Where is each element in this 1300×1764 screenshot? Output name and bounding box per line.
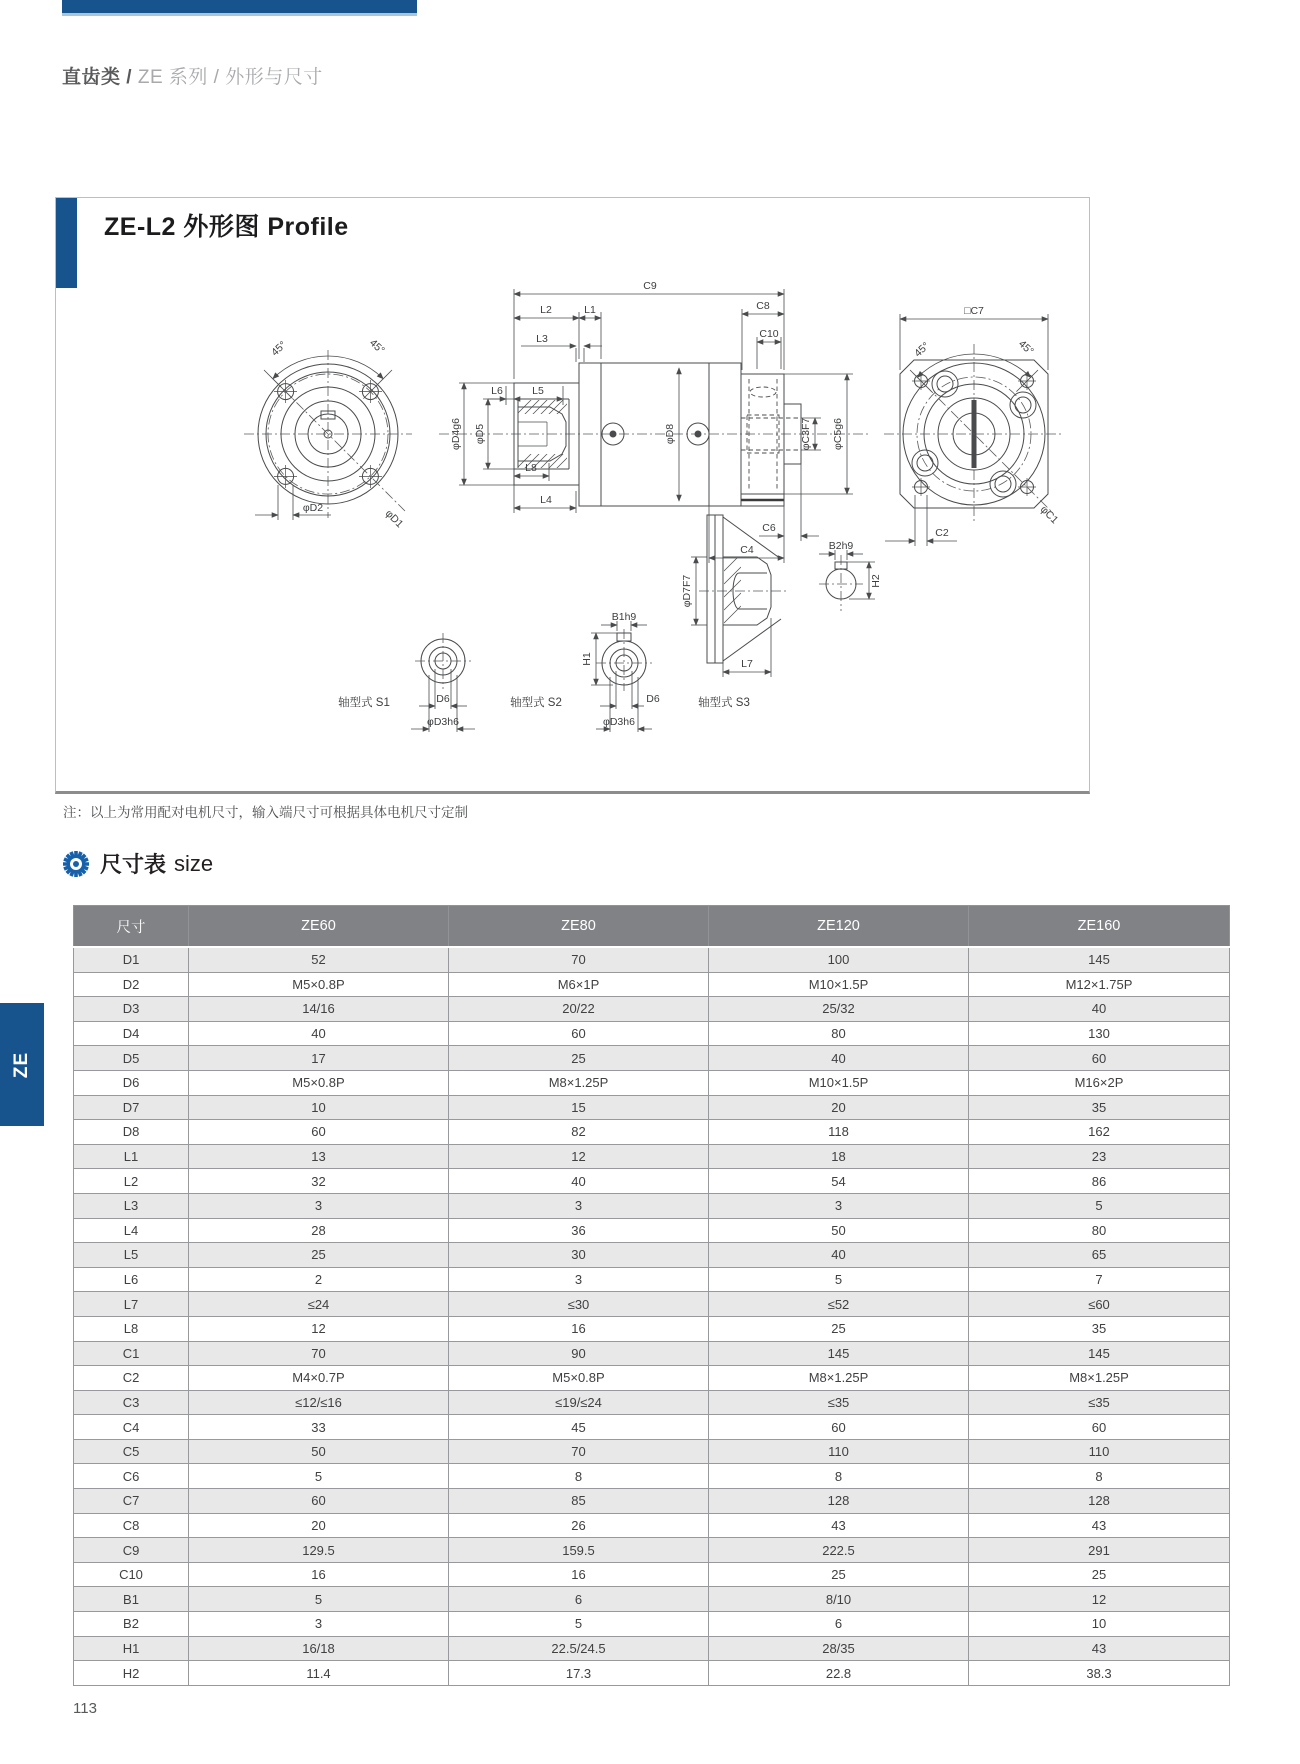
size-table-head [74,906,1230,948]
table-value-cell: 40 [969,997,1230,1022]
table-dim-cell: D2 [74,972,189,997]
shaft-type-s2-label: 轴型式 S2 [510,697,562,709]
table-value-cell: 28 [189,1218,449,1243]
table-value-cell: 85 [449,1489,709,1514]
table-value-cell: 25/32 [709,997,969,1022]
gear-icon [62,850,90,878]
table-dim-cell: L7 [74,1292,189,1317]
table-value-cell: 25 [709,1316,969,1341]
table-dim-cell: H1 [74,1636,189,1661]
size-title-en: size [174,850,214,876]
table-row [74,1267,1230,1292]
table-row [74,1292,1230,1317]
table-dim-cell: D6 [74,1070,189,1095]
table-header-cell: ZE120 [709,906,969,948]
table-value-cell: 80 [709,1021,969,1046]
dim-label-d7f7: φD7F7 [681,574,693,608]
table-dim-cell: C3 [74,1390,189,1415]
table-value-cell: 110 [709,1439,969,1464]
table-value-cell: 43 [969,1636,1230,1661]
table-value-cell: 80 [969,1218,1230,1243]
table-dim-cell: C8 [74,1513,189,1538]
table-dim-cell: L2 [74,1169,189,1194]
table-value-cell: 45 [449,1415,709,1440]
table-row [74,1316,1230,1341]
table-value-cell: 20 [709,1095,969,1120]
table-value-cell: 16/18 [189,1636,449,1661]
shaft-views [338,515,882,732]
table-value-cell: 17 [189,1046,449,1071]
table-value-cell: ≤60 [969,1292,1230,1317]
table-value-cell: 128 [709,1489,969,1514]
dim-label-l2: L2 [540,304,552,316]
table-value-cell: 14/16 [189,997,449,1022]
table-value-cell: 145 [969,947,1230,972]
dim-label-l5: L5 [532,385,544,397]
table-row [74,1144,1230,1169]
table-value-cell: 20/22 [449,997,709,1022]
dim-label-l1: L1 [584,304,596,316]
table-value-cell: 16 [449,1562,709,1587]
table-dim-cell: D3 [74,997,189,1022]
table-value-cell: 16 [189,1562,449,1587]
table-value-cell: 12 [449,1144,709,1169]
table-row [74,947,1230,972]
size-section-title [62,848,213,879]
size-title-cn: 尺寸表 [100,852,167,877]
table-value-cell: 110 [969,1439,1230,1464]
dim-label-c8: C8 [756,300,770,312]
table-value-cell: 10 [969,1612,1230,1637]
table-value-cell: 13 [189,1144,449,1169]
right-flange-view [884,305,1064,546]
table-value-cell: 129.5 [189,1538,449,1563]
table-value-cell: 40 [709,1046,969,1071]
table-value-cell: ≤30 [449,1292,709,1317]
table-dim-cell: L3 [74,1193,189,1218]
table-row [74,1415,1230,1440]
dim-label-d3h6: φD3h6 [427,716,459,728]
table-value-cell: 25 [969,1562,1230,1587]
dim-label-d6: D6 [436,693,450,705]
table-value-cell: 70 [449,947,709,972]
table-value-cell: 60 [969,1046,1230,1071]
dim-label-c10: C10 [759,328,779,340]
table-row [74,1562,1230,1587]
table-value-cell: ≤35 [969,1390,1230,1415]
dim-label-l4: L4 [540,494,552,506]
table-row [74,1661,1230,1686]
shaft-type-s3-label: 轴型式 S3 [698,697,750,709]
table-value-cell: 11.4 [189,1661,449,1686]
table-dim-cell: C6 [74,1464,189,1489]
table-value-cell: 3 [449,1267,709,1292]
dim-label-d1: φD1 [382,507,406,531]
table-value-cell: 52 [189,947,449,972]
table-row [74,1070,1230,1095]
table-row [74,1120,1230,1145]
table-value-cell: 15 [449,1095,709,1120]
dim-label-c9: C9 [643,280,657,292]
breadcrumb [62,62,323,89]
table-value-cell: 3 [449,1193,709,1218]
table-row [74,1538,1230,1563]
table-value-cell: 5 [189,1464,449,1489]
table-value-cell: 60 [189,1489,449,1514]
table-value-cell: 8 [709,1464,969,1489]
table-value-cell: 5 [969,1193,1230,1218]
table-value-cell: M12×1.75P [969,972,1230,997]
table-dim-cell: D1 [74,947,189,972]
table-value-cell: 3 [189,1612,449,1637]
profile-title: ZE-L2 外形图 Profile [104,213,349,241]
table-value-cell: 35 [969,1316,1230,1341]
table-value-cell: 33 [189,1415,449,1440]
size-table-body [74,947,1230,1685]
table-value-cell: M5×0.8P [189,1070,449,1095]
angle-label: 45° [367,336,387,357]
table-dim-cell: D5 [74,1046,189,1071]
table-dim-cell: D7 [74,1095,189,1120]
table-dim-cell: D4 [74,1021,189,1046]
table-value-cell: 159.5 [449,1538,709,1563]
table-value-cell: 25 [449,1046,709,1071]
table-row [74,1612,1230,1637]
angle-label: 45° [912,339,932,360]
dim-label-d2: φD2 [302,502,324,514]
table-value-cell: 222.5 [709,1538,969,1563]
table-value-cell: 32 [189,1169,449,1194]
table-header-row [74,906,1230,948]
table-value-cell: 28/35 [709,1636,969,1661]
table-row [74,1587,1230,1612]
table-value-cell: 40 [449,1169,709,1194]
table-dim-cell: C10 [74,1562,189,1587]
table-value-cell: 70 [449,1439,709,1464]
table-dim-cell: L6 [74,1267,189,1292]
key-section-view [819,540,882,611]
table-row [74,1046,1230,1071]
table-row [74,1169,1230,1194]
table-value-cell: 38.3 [969,1661,1230,1686]
table-value-cell: 30 [449,1243,709,1268]
series-side-tab [0,1003,44,1126]
table-value-cell: 8/10 [709,1587,969,1612]
table-value-cell: 128 [969,1489,1230,1514]
profile-drawing-box [55,197,1090,794]
table-value-cell: 8 [969,1464,1230,1489]
table-value-cell: 25 [709,1562,969,1587]
shaft-s2-view [510,611,660,732]
table-row [74,1489,1230,1514]
table-value-cell: M10×1.5P [709,1070,969,1095]
table-value-cell: 40 [189,1021,449,1046]
dim-label-d3h6: φD3h6 [603,716,635,728]
table-value-cell: 16 [449,1316,709,1341]
table-value-cell: 20 [189,1513,449,1538]
table-value-cell: 60 [969,1415,1230,1440]
header-bar [62,0,417,16]
table-value-cell: M5×0.8P [189,972,449,997]
shaft-type-s1-label: 轴型式 S1 [338,697,390,709]
table-row [74,997,1230,1022]
series-side-tab-label: ZE [11,1051,32,1078]
size-table [73,905,1230,1686]
table-dim-cell: C9 [74,1538,189,1563]
table-row [74,1390,1230,1415]
table-value-cell: M4×0.7P [189,1366,449,1391]
table-header-cell: ZE60 [189,906,449,948]
table-value-cell: M16×2P [969,1070,1230,1095]
table-value-cell: 43 [969,1513,1230,1538]
table-row [74,1366,1230,1391]
table-row [74,1243,1230,1268]
table-row [74,1439,1230,1464]
table-dim-cell: C4 [74,1415,189,1440]
dim-label-c6: C6 [762,522,776,534]
table-value-cell: 291 [969,1538,1230,1563]
table-value-cell: 25 [189,1243,449,1268]
table-value-cell: 100 [709,947,969,972]
table-value-cell: 22.5/24.5 [449,1636,709,1661]
dim-label-c1: φC1 [1037,503,1061,527]
breadcrumb-category: 直齿类 / [62,67,133,88]
table-value-cell: 145 [709,1341,969,1366]
dim-label-c7: □C7 [964,305,984,317]
table-value-cell: 86 [969,1169,1230,1194]
table-value-cell: M8×1.25P [969,1366,1230,1391]
table-value-cell: ≤19/≤24 [449,1390,709,1415]
table-value-cell: 50 [709,1218,969,1243]
table-value-cell: ≤12/≤16 [189,1390,449,1415]
table-value-cell: 5 [189,1587,449,1612]
table-value-cell: 17.3 [449,1661,709,1686]
table-value-cell: 90 [449,1341,709,1366]
table-value-cell: M8×1.25P [449,1070,709,1095]
table-dim-cell: C2 [74,1366,189,1391]
table-row [74,1341,1230,1366]
table-row [74,1095,1230,1120]
table-value-cell: 18 [709,1144,969,1169]
table-value-cell: 2 [189,1267,449,1292]
table-value-cell: M5×0.8P [449,1366,709,1391]
table-dim-cell: C5 [74,1439,189,1464]
table-value-cell: M6×1P [449,972,709,997]
dim-label-d5: φD5 [474,423,486,445]
table-header-cell: ZE160 [969,906,1230,948]
table-dim-cell: L4 [74,1218,189,1243]
dim-label-c2: C2 [935,527,949,539]
table-value-cell: 40 [709,1243,969,1268]
table-value-cell: 3 [709,1193,969,1218]
table-row [74,1636,1230,1661]
table-dim-cell: L8 [74,1316,189,1341]
table-value-cell: 5 [449,1612,709,1637]
table-value-cell: 54 [709,1169,969,1194]
section-view [439,280,869,563]
shaft-s1-view [338,633,475,732]
table-value-cell: ≤35 [709,1390,969,1415]
table-value-cell: 12 [189,1316,449,1341]
table-value-cell: ≤52 [709,1292,969,1317]
table-value-cell: 60 [449,1021,709,1046]
angle-label: 45° [1016,337,1036,358]
table-value-cell: 162 [969,1120,1230,1145]
table-value-cell: 50 [189,1439,449,1464]
table-value-cell: 5 [709,1267,969,1292]
table-value-cell: 26 [449,1513,709,1538]
dim-label-d8: φD8 [664,423,676,445]
table-dim-cell: H2 [74,1661,189,1686]
table-row [74,1218,1230,1243]
table-row [74,1193,1230,1218]
table-value-cell: 23 [969,1144,1230,1169]
table-value-cell: 70 [189,1341,449,1366]
table-row [74,1513,1230,1538]
profile-drawing [56,198,1089,791]
table-value-cell: 3 [189,1193,449,1218]
table-header-cell: 尺寸 [74,906,189,948]
table-value-cell: 130 [969,1021,1230,1046]
table-value-cell: 6 [709,1612,969,1637]
shaft-s3-view [681,515,789,709]
table-value-cell: 65 [969,1243,1230,1268]
table-row [74,1021,1230,1046]
table-dim-cell: B2 [74,1612,189,1637]
table-value-cell: 60 [189,1120,449,1145]
dim-label-d4g6: φD4g6 [450,418,462,450]
table-value-cell: 8 [449,1464,709,1489]
dim-label-b2h9: B2h9 [828,540,854,552]
dim-label-c4: C4 [740,544,754,556]
table-dim-cell: B1 [74,1587,189,1612]
table-row [74,1464,1230,1489]
table-value-cell: 60 [709,1415,969,1440]
table-dim-cell: C7 [74,1489,189,1514]
note-text: 注：以上为常用配对电机尺寸，输入端尺寸可根据具体电机尺寸定制 [63,805,468,820]
dim-label-c5g6: φC5g6 [832,418,844,450]
table-dim-cell: C1 [74,1341,189,1366]
dim-label-l6: L6 [491,385,503,397]
table-value-cell: 35 [969,1095,1230,1120]
table-dim-cell: L5 [74,1243,189,1268]
dim-label-l7: L7 [741,658,753,670]
table-value-cell: 43 [709,1513,969,1538]
dim-label-b1h9: B1h9 [611,611,637,623]
table-value-cell: 82 [449,1120,709,1145]
dim-label-l3: L3 [536,333,548,345]
angle-label: 45° [269,338,289,359]
left-flange-view [244,337,412,530]
dim-label-d6: D6 [646,693,660,705]
page-number: 113 [73,1700,97,1717]
table-value-cell: M10×1.5P [709,972,969,997]
table-dim-cell: L1 [74,1144,189,1169]
table-value-cell: 7 [969,1267,1230,1292]
table-value-cell: 145 [969,1341,1230,1366]
breadcrumb-path: ZE 系列 / 外形与尺寸 [132,67,323,88]
dim-label-h1: H1 [581,652,593,666]
table-header-cell: ZE80 [449,906,709,948]
table-value-cell: 10 [189,1095,449,1120]
table-row [74,972,1230,997]
table-value-cell: 12 [969,1587,1230,1612]
table-value-cell: 22.8 [709,1661,969,1686]
dim-label-l8: L8 [525,462,537,474]
table-dim-cell: D8 [74,1120,189,1145]
table-value-cell: 6 [449,1587,709,1612]
dim-label-h2: H2 [870,574,882,588]
dim-label-c3f7: φC3F7 [800,417,812,451]
table-value-cell: M8×1.25P [709,1366,969,1391]
table-value-cell: ≤24 [189,1292,449,1317]
table-value-cell: 36 [449,1218,709,1243]
table-value-cell: 118 [709,1120,969,1145]
